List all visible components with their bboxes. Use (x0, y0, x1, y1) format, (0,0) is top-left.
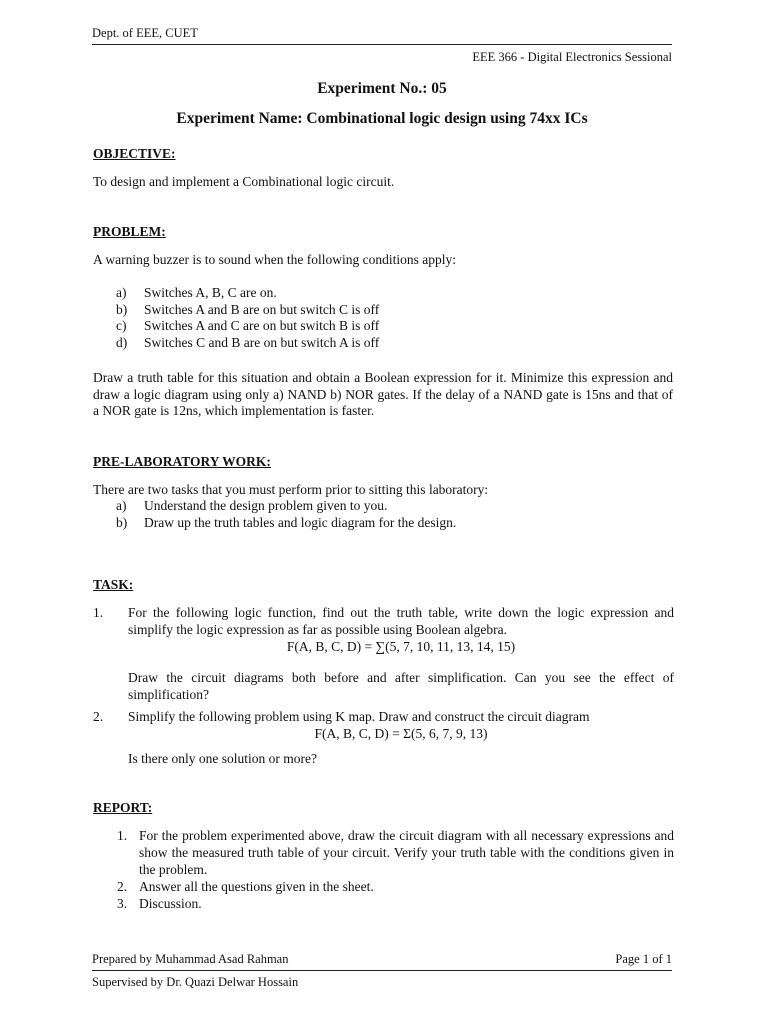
problem-description: Draw a truth table for this situation and obtain a Boolean expression for it. Minimize this expression and draw a logic diagram using only a) NAND b) NOR gates. If the delay of a NAND gate is 15ns and that of a NOR gate is 12ns, which implementation is faster. (93, 370, 673, 418)
conditions-list (116, 285, 516, 351)
page-number: Page 1 of 1 (615, 952, 672, 966)
objective-heading: OBJECTIVE: (93, 146, 176, 161)
task-item-1: 1. For the following logic function, find out the truth table, write down the logic expression and simplify the logic expression as far as possible using Boolean algebra. F(A, B, C, D) = ∑(5, 7, 10, 11, 13, 14, 15) Draw the circuit diagrams both before and after simplification. Can you see the effect of simplification? (93, 605, 674, 702)
task-item-2: 2. Simplify the following problem using K map. Draw and construct the circuit diagram F(A, B, C, D) = Σ(5, 6, 7, 9, 13) Is there only one solution or more? (93, 708, 674, 767)
list-item: a) Switches A, B, C are on. (116, 285, 277, 300)
task-2-followup: Is there only one solution or more? (128, 751, 317, 766)
task-1-followup: Draw the circuit diagrams both before and after simplification. Can you see the effect of simplification? (128, 670, 674, 702)
task-1-text: For the following logic function, find out the truth table, write down the logic expression and simplify the logic expression as far as possible using Boolean algebra. (128, 605, 674, 637)
list-item: 2. Answer all the questions given in the sheet. (117, 879, 374, 894)
list-item: 3. Discussion. (117, 896, 202, 911)
supervised-by: Supervised by Dr. Quazi Delwar Hossain (92, 975, 299, 989)
course-label: EEE 366 - Digital Electronics Sessional (472, 50, 672, 64)
prelab-list (116, 498, 536, 531)
department-label: Dept. of EEE, CUET (92, 26, 198, 40)
task-heading: TASK: (93, 577, 134, 592)
prepared-by: Prepared by Muhammad Asad Rahman (92, 952, 289, 966)
objective-text: To design and implement a Combinational logic circuit. (93, 174, 395, 189)
prelab-heading: PRE-LABORATORY WORK: (93, 454, 271, 469)
prelab-intro: There are two tasks that you must perform prior to sitting this laboratory: (93, 482, 489, 497)
list-item: 1. For the problem experimented above, draw the circuit diagram with all necessary expressions and show the measured truth table of your circuit. Verify your truth table with the conditions given in the problem. (117, 828, 674, 877)
report-heading: REPORT: (93, 800, 153, 815)
list-item: d) Switches C and B are on but switch A is off (116, 334, 380, 350)
problem-heading: PROBLEM: (93, 224, 166, 239)
header-rule (92, 44, 672, 45)
footer-rule (92, 970, 672, 971)
list-item: c) Switches A and C are on but switch B is off (116, 318, 380, 333)
list-item: b) Draw up the truth tables and logic diagram for the design. (116, 514, 457, 530)
task-2-formula: F(A, B, C, D) = Σ(5, 6, 7, 9, 13) (314, 726, 488, 741)
problem-intro: A warning buzzer is to sound when the following conditions apply: (93, 252, 456, 267)
experiment-name: Experiment Name: Combinational logic design using 74xx ICs (176, 110, 588, 127)
task-1-formula: F(A, B, C, D) = ∑(5, 7, 10, 11, 13, 14, 15) (286, 639, 516, 654)
task-2-text: Simplify the following problem using K map. Draw and construct the circuit diagram (128, 709, 590, 724)
list-item: a) Understand the design problem given to you. (116, 498, 388, 513)
list-item: b) Switches A and B are on but switch C is off (116, 301, 380, 317)
experiment-number: Experiment No.: 05 (317, 80, 447, 97)
report-list (117, 827, 674, 912)
